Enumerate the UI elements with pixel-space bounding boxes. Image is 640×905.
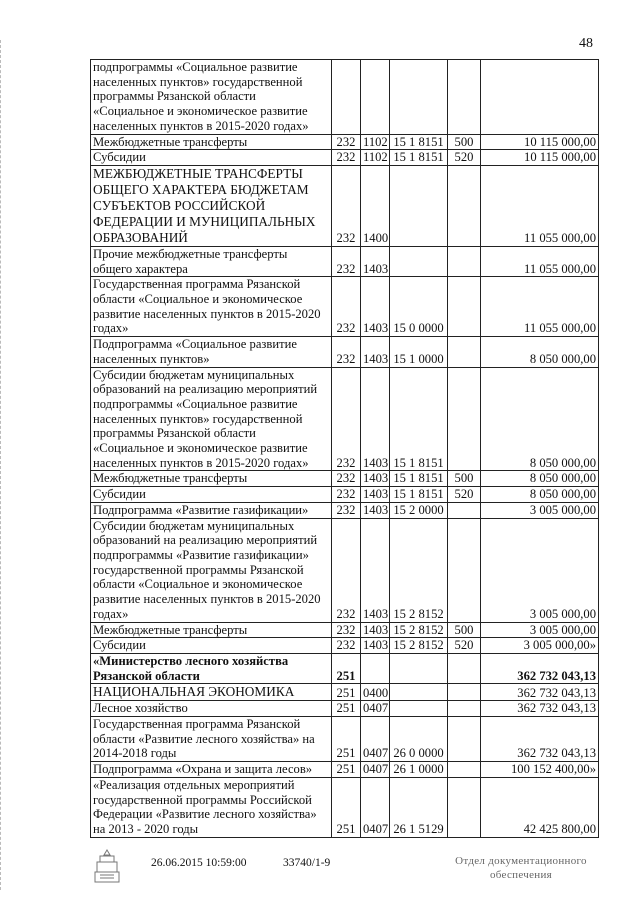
table-row (91, 502, 599, 518)
cell-sum: 11 055 000,00 (481, 246, 599, 276)
cell-razdel: 0407 (361, 762, 390, 778)
cell-ved: 232 (332, 246, 361, 276)
cell-expense-type (448, 701, 481, 717)
cell-target-article: 26 1 0000 (390, 762, 448, 778)
cell-name: Государственная программа Рязанской области «Развитие лесного хозяйства» на 2014-2018 годы (91, 717, 332, 762)
table-row (91, 701, 599, 717)
footer-doc-number: 33740/1-9 (283, 857, 331, 869)
cell-target-article: 15 2 8152 (390, 518, 448, 622)
cell-ved: 232 (332, 622, 361, 638)
cell-ved: 232 (332, 518, 361, 622)
budget-table-body (91, 60, 599, 838)
table-row (91, 150, 599, 166)
cell-ved: 232 (332, 638, 361, 654)
table-row (91, 246, 599, 276)
budget-table (90, 59, 599, 838)
cell-expense-type: 500 (448, 622, 481, 638)
table-row (91, 777, 599, 837)
cell-razdel: 1403 (361, 502, 390, 518)
cell-expense-type: 520 (448, 150, 481, 166)
table-row (91, 165, 599, 246)
cell-expense-type (448, 277, 481, 337)
scan-edge-mark (0, 40, 5, 890)
cell-target-article: 26 1 5129 (390, 777, 448, 837)
department-stamp (436, 854, 606, 882)
cell-ved: 251 (332, 684, 361, 701)
cell-razdel: 0407 (361, 717, 390, 762)
cell-sum: 8 050 000,00 (481, 337, 599, 367)
cell-name: Прочие межбюджетные трансферты общего характера (91, 246, 332, 276)
cell-target-article: 15 2 8152 (390, 638, 448, 654)
cell-expense-type (448, 684, 481, 701)
cell-sum: 362 732 043,13 (481, 684, 599, 701)
table-row (91, 487, 599, 503)
cell-name: Субсидии (91, 638, 332, 654)
table-row (91, 518, 599, 622)
cell-target-article: 15 1 8151 (390, 487, 448, 503)
cell-name: «Реализация отдельных мероприятий государственной программы Российской Федерации «Развитие лесного хозяйства» на 2013 - 2020 годы (91, 777, 332, 837)
cell-target-article: 15 2 0000 (390, 502, 448, 518)
cell-expense-type (448, 367, 481, 471)
cell-target-article (390, 60, 448, 135)
emblem-icon (92, 847, 122, 887)
cell-expense-type (448, 762, 481, 778)
cell-ved: 251 (332, 762, 361, 778)
cell-sum: 11 055 000,00 (481, 165, 599, 246)
cell-expense-type: 500 (448, 471, 481, 487)
cell-razdel: 1403 (361, 367, 390, 471)
cell-name: «Министерство лесного хозяйства Рязанской области (91, 653, 332, 683)
cell-expense-type (448, 246, 481, 276)
cell-ved: 251 (332, 777, 361, 837)
cell-razdel: 1403 (361, 471, 390, 487)
cell-ved: 232 (332, 134, 361, 150)
cell-ved: 232 (332, 502, 361, 518)
cell-target-article: 15 0 0000 (390, 277, 448, 337)
cell-sum: 10 115 000,00 (481, 134, 599, 150)
cell-name: Субсидии бюджетам муниципальных образований на реализацию мероприятий подпрограммы «Развитие газификации» государственной программы Рязанской области «Социальное и экономическое развитие населенных пунктов в 2015-2020 годах» (91, 518, 332, 622)
cell-name: Подпрограмма «Развитие газификации» (91, 502, 332, 518)
cell-name: МЕЖБЮДЖЕТНЫЕ ТРАНСФЕРТЫ ОБЩЕГО ХАРАКТЕРА БЮДЖЕТАМ СУБЪЕКТОВ РОССИЙСКОЙ ФЕДЕРАЦИИ И МУНИЦИПАЛЬНЫХ ОБРАЗОВАНИЙ (91, 165, 332, 246)
cell-sum: 3 005 000,00 (481, 518, 599, 622)
cell-target-article: 15 1 8151 (390, 471, 448, 487)
cell-expense-type: 520 (448, 638, 481, 654)
cell-expense-type (448, 165, 481, 246)
table-row (91, 653, 599, 683)
table-row (91, 762, 599, 778)
cell-sum: 362 732 043,13 (481, 653, 599, 683)
cell-target-article (390, 165, 448, 246)
cell-target-article: 15 2 8152 (390, 622, 448, 638)
stamp-line-2: обеспечения (489, 869, 553, 881)
cell-ved: 232 (332, 277, 361, 337)
table-row (91, 638, 599, 654)
cell-target-article: 26 0 0000 (390, 717, 448, 762)
cell-sum: 10 115 000,00 (481, 150, 599, 166)
cell-razdel: 1102 (361, 150, 390, 166)
cell-name: Межбюджетные трансферты (91, 471, 332, 487)
cell-name: НАЦИОНАЛЬНАЯ ЭКОНОМИКА (91, 684, 332, 701)
cell-razdel: 1403 (361, 638, 390, 654)
cell-sum: 8 050 000,00 (481, 471, 599, 487)
cell-ved: 251 (332, 701, 361, 717)
cell-razdel: 0407 (361, 701, 390, 717)
cell-ved: 232 (332, 471, 361, 487)
cell-expense-type (448, 653, 481, 683)
cell-target-article: 15 1 8151 (390, 134, 448, 150)
cell-ved: 232 (332, 165, 361, 246)
table-row (91, 684, 599, 701)
cell-ved: 232 (332, 367, 361, 471)
table-row (91, 471, 599, 487)
cell-razdel: 1403 (361, 246, 390, 276)
cell-ved: 251 (332, 653, 361, 683)
cell-name: Субсидии (91, 150, 332, 166)
table-row (91, 717, 599, 762)
cell-name: Подпрограмма «Социальное развитие населенных пунктов» (91, 337, 332, 367)
cell-target-article (390, 684, 448, 701)
cell-razdel (361, 60, 390, 135)
cell-ved: 232 (332, 487, 361, 503)
cell-ved: 232 (332, 150, 361, 166)
cell-expense-type: 500 (448, 134, 481, 150)
cell-sum: 3 005 000,00 (481, 622, 599, 638)
cell-razdel: 1102 (361, 134, 390, 150)
cell-razdel: 0400 (361, 684, 390, 701)
cell-sum: 3 005 000,00 (481, 502, 599, 518)
cell-target-article (390, 653, 448, 683)
cell-sum: 362 732 043,13 (481, 717, 599, 762)
cell-target-article (390, 246, 448, 276)
cell-expense-type (448, 717, 481, 762)
cell-razdel: 1403 (361, 337, 390, 367)
cell-sum: 362 732 043,13 (481, 701, 599, 717)
cell-razdel: 1400 (361, 165, 390, 246)
cell-expense-type (448, 337, 481, 367)
cell-sum: 42 425 800,00 (481, 777, 599, 837)
cell-target-article: 15 1 0000 (390, 337, 448, 367)
cell-razdel: 1403 (361, 518, 390, 622)
cell-sum: 8 050 000,00 (481, 367, 599, 471)
cell-expense-type (448, 502, 481, 518)
cell-sum: 11 055 000,00 (481, 277, 599, 337)
cell-sum: 8 050 000,00 (481, 487, 599, 503)
cell-name: Субсидии бюджетам муниципальных образований на реализацию мероприятий подпрограммы «Социальное развитие населенных пунктов» государственной программы Рязанской области «Социальное и экономическое развитие населенных пунктов в 2015-2020 годах» (91, 367, 332, 471)
footer-date: 26.06.2015 10:59:00 (151, 857, 247, 869)
cell-name: подпрограммы «Социальное развитие населенных пунктов» государственной программы Рязанской области «Социальное и экономическое развитие населенных пунктов в 2015-2020 годах» (91, 60, 332, 135)
cell-razdel: 1403 (361, 277, 390, 337)
cell-expense-type (448, 60, 481, 135)
cell-target-article: 15 1 8151 (390, 367, 448, 471)
cell-expense-type (448, 777, 481, 837)
cell-sum (481, 60, 599, 135)
cell-razdel: 1403 (361, 487, 390, 503)
cell-ved: 251 (332, 717, 361, 762)
cell-name: Субсидии (91, 487, 332, 503)
cell-ved: 232 (332, 337, 361, 367)
table-row (91, 60, 599, 135)
cell-ved (332, 60, 361, 135)
cell-name: Лесное хозяйство (91, 701, 332, 717)
cell-sum: 100 152 400,00» (481, 762, 599, 778)
table-row (91, 277, 599, 337)
table-row (91, 134, 599, 150)
cell-name: Государственная программа Рязанской области «Социальное и экономическое развитие населенных пунктов в 2015-2020 годах» (91, 277, 332, 337)
cell-name: Межбюджетные трансферты (91, 622, 332, 638)
cell-expense-type: 520 (448, 487, 481, 503)
cell-name: Подпрограмма «Охрана и защита лесов» (91, 762, 332, 778)
cell-expense-type (448, 518, 481, 622)
page-number: 48 (579, 36, 593, 51)
cell-razdel: 1403 (361, 622, 390, 638)
cell-razdel (361, 653, 390, 683)
table-row (91, 367, 599, 471)
cell-target-article: 15 1 8151 (390, 150, 448, 166)
table-row (91, 337, 599, 367)
cell-name: Межбюджетные трансферты (91, 134, 332, 150)
cell-razdel: 0407 (361, 777, 390, 837)
stamp-line-1: Отдел документационного (455, 855, 587, 867)
cell-target-article (390, 701, 448, 717)
table-row (91, 622, 599, 638)
cell-sum: 3 005 000,00» (481, 638, 599, 654)
